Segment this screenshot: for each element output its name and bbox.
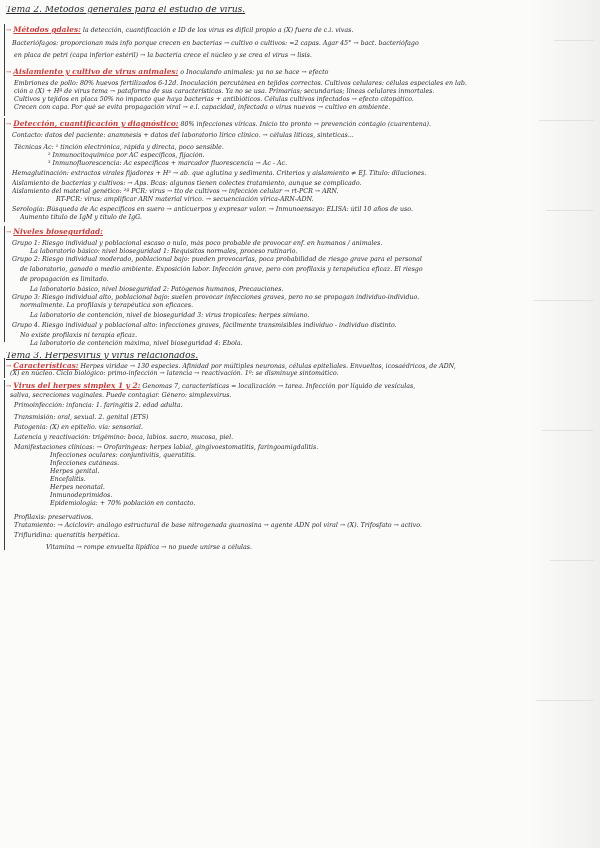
note-line xyxy=(46,544,590,552)
note-line xyxy=(12,170,590,178)
note-line xyxy=(14,88,590,96)
arrow-icon: → xyxy=(6,363,14,370)
note-text: (X) en núcleo. Ciclo biológico: primo-infección → latencia → reactivación. 1º: se disminuye sintomático. xyxy=(10,370,339,377)
note-text: Trifluridina: queratitis herpética. xyxy=(14,532,120,539)
note-text: Inmunodeprimidos. xyxy=(50,492,113,499)
note-line xyxy=(20,276,590,284)
note-line xyxy=(20,266,590,274)
topic-text: Genomas 7, características = localización → tarea. Infección por líquido de vesículas, xyxy=(140,383,416,390)
note-text: Herpes neonatal. xyxy=(50,484,105,491)
topic-heading: Detección, cuantificación y diagnóstico: xyxy=(13,120,179,128)
note-line xyxy=(30,312,590,320)
note-line xyxy=(10,370,590,378)
note-text: Hemaglutinación: extractos virales fijadores + H³ → ab. que aglutina y sedimenta. Criterios y aislamiento ≠ EJ. Título: diluciones. xyxy=(12,170,427,177)
note-text: saliva, secreciones vaginales. Puede contagiar. Género: simplexvirus. xyxy=(10,392,232,399)
topic-heading: Virus del herpes simplex 1 y 2: xyxy=(13,382,141,390)
topic-heading: Aislamiento y cultivo de virus animales: xyxy=(13,68,179,76)
note-text: ción a (X) + Hª de virus tema → pataforma de sus características. Ya no se usa. Primarias; secundarias; líneas celulares inmortales. xyxy=(14,88,435,95)
note-line xyxy=(6,228,590,237)
section-title: Tema 2. Métodos generales para el estudio de virus. xyxy=(6,6,246,15)
arrow-icon: → xyxy=(6,27,14,34)
note-text: La laboratorio básico, nivel bioseguridad 2: Patógenos humanos, Precauciones. xyxy=(30,286,284,293)
note-line xyxy=(48,160,590,168)
topic-text: o Inoculando animales: ya no se hace → efecto xyxy=(178,69,329,76)
note-text: Contacto: datos del paciente: anamnesis + datos del laboratorio lírico clínico. → células líticas, sinteticas... xyxy=(12,132,354,139)
note-text: Profilaxis: preservativos. xyxy=(14,514,94,521)
note-text: ² Inmunocitoquímica por AC específicos, fijación. xyxy=(48,152,205,159)
note-line xyxy=(14,514,590,522)
note-text: Infecciones oculares: conjuntivitis, queratitis. xyxy=(50,452,196,459)
note-text: Primoinfección: infancia: 1. faringitis 2. edad adulta. xyxy=(14,402,183,409)
note-line xyxy=(14,96,590,104)
margin-bracket xyxy=(4,66,5,116)
note-line xyxy=(14,532,590,540)
note-line xyxy=(14,434,590,442)
note-line xyxy=(12,240,590,248)
topic-text: la detección, cuantificación e ID de los virus es difícil propio a (X) fuera de c.i. vivas. xyxy=(80,27,354,34)
note-text: Embriones de pollo: 80% huevos fertilizados 6-12d. Inoculación percutánea en tejidos correctos. Cultivos celulares: células especiales en lab. xyxy=(14,80,467,87)
note-line xyxy=(20,332,590,340)
note-line xyxy=(50,484,590,492)
note-text: Grupo 4. Riesgo individual y poblacional alto: infecciones graves, fácilmente transmisibles individuo - individuo distinto. xyxy=(12,322,397,329)
note-line xyxy=(50,460,590,468)
note-text: Latencia y reactivación: trigémino: boca, labios. sacro, mucosa, piel. xyxy=(14,434,234,441)
note-line xyxy=(30,248,590,256)
note-line xyxy=(50,468,590,476)
note-line xyxy=(6,120,590,129)
note-text: Manifestaciones clínicas: → Orofaríngeas: herpes labial, gingivoestomatitis, faringoamigdalitis. xyxy=(14,444,319,451)
note-text: La laboratorio básico: nivel bioseguridad 1: Requisitos normales, proceso rutinario. xyxy=(30,248,298,255)
arrow-icon: → xyxy=(6,383,14,390)
note-line xyxy=(12,188,590,196)
section-title: Tema 3. Herpesvirus y virus relacionados. xyxy=(6,352,199,361)
note-text: Aumento título de IgM y título de IgG. xyxy=(20,214,142,221)
margin-bracket xyxy=(4,226,5,342)
note-line xyxy=(14,402,590,410)
note-text: Aislamiento del material genético: ²ª PCR: virus → tto de cultivos → infección celular → rt-PCR → ARN. xyxy=(12,188,339,195)
note-text: de propagación es limitado. xyxy=(20,276,109,283)
note-text: Grupo 2: Riesgo individual moderado, poblacional bajo: pueden provocarlas, poca probabilidad de riesgo grave para el personal xyxy=(12,256,422,263)
note-line xyxy=(6,352,590,361)
note-text: Herpes genital. xyxy=(50,468,100,475)
note-line xyxy=(12,256,590,264)
note-text: Transmisión: oral, sexual. 2. genital (ETS) xyxy=(14,414,149,421)
note-text: ³ Inmunofluorescencia: Ac específicos + marcador fluorescencia → Ac - Ac. xyxy=(48,160,288,167)
arrow-icon: → xyxy=(6,121,14,128)
note-text: Bacteriófagos: proporcionan más info porque crecen en bacterias → cultivo o cultivos: ≈2 capas. Agar 45° → bact. bacteriófago xyxy=(12,40,419,47)
note-text: normalmente. La profilaxis y terapéutica son eficaces. xyxy=(20,302,194,309)
arrow-icon: → xyxy=(6,229,14,236)
note-line xyxy=(50,452,590,460)
note-text: No existe profilaxis ni terapia eficaz. xyxy=(20,332,138,339)
note-line xyxy=(12,180,590,188)
note-line xyxy=(10,392,590,400)
note-line xyxy=(20,214,590,222)
note-line xyxy=(6,6,590,15)
note-line xyxy=(6,26,590,35)
note-text: Aislamiento de bacterias y cultivos: → Aps. Bcas: algunos tienen colectes tratamiento, aunque se complicado. xyxy=(12,180,362,187)
note-line xyxy=(14,444,590,452)
note-text: Grupo 1: Riesgo individual y poblacional escaso o nulo, más poco probable de provocar enf. en humanos / animales. xyxy=(12,240,383,247)
note-text: Crecen con capa. Por qué se evita propagación viral → e.l. capacidad, infectada o virus nuevos → cultivo en ambiente. xyxy=(14,104,391,111)
arrow-icon: → xyxy=(6,69,14,76)
note-line xyxy=(12,294,590,302)
note-text: Encefalitis. xyxy=(50,476,86,483)
note-text: RT-PCR: virus: amplificar ARN material vírico. → secuenciación vírica-ARN-ADN. xyxy=(56,196,314,203)
note-line xyxy=(48,152,590,160)
topic-text: Herpes viridae → 130 especies. Afinidad por múltiples neuronas, células epiteliales. Envueltos, icosaédricos, de ADN, xyxy=(78,363,456,370)
note-line xyxy=(14,414,590,422)
note-line xyxy=(6,68,590,77)
note-line xyxy=(14,144,590,152)
topic-heading: Características: xyxy=(13,362,79,370)
note-line xyxy=(14,424,590,432)
margin-bracket xyxy=(4,118,5,222)
note-line xyxy=(50,476,590,484)
note-text: La laboratorio de contención, nivel de bioseguridad 3: virus tropicales: herpes simiano. xyxy=(30,312,310,319)
topic-text: 80% infecciones víricas. Inicio tto pronto → prevención contagio (cuarentena). xyxy=(178,121,431,128)
topic-heading: Métodos gdales: xyxy=(13,26,81,34)
note-line xyxy=(50,500,590,508)
note-line xyxy=(12,40,590,48)
note-text: Serología: Búsqueda de Ac específicos en suero → anticuerpos y expresar valor. → Inmunoensayo: ELISA: útil 10 años de uso. xyxy=(12,206,413,213)
note-text: de laboratorio, ganado o medio ambiente. Exposición labor. Infección grave, pero con profilaxis y terapéutica eficaz. El riesgo xyxy=(20,266,423,273)
note-line xyxy=(50,492,590,500)
note-text: Vitamina → rompe envuelta lipídica → no puede unirse a células. xyxy=(46,544,253,551)
note-line xyxy=(20,302,590,310)
topic-heading: Niveles bioseguridad: xyxy=(13,228,103,236)
note-line xyxy=(12,132,590,140)
note-text: Patogenia: (X) en epitelio. vía: sensorial. xyxy=(14,424,143,431)
note-text: Infecciones cutáneas. xyxy=(50,460,120,467)
note-line xyxy=(6,382,590,391)
note-line xyxy=(30,340,590,348)
margin-bracket xyxy=(4,380,5,550)
note-line xyxy=(30,286,590,294)
note-line xyxy=(56,196,590,204)
note-text: La laboratorio de contención máxima, nivel bioseguridad 4: Ébola. xyxy=(30,340,243,347)
note-text: Técnicas Ac: ¹ tinción electrónica, rápida y directa, poco sensible. xyxy=(14,144,224,151)
note-line xyxy=(14,80,590,88)
note-text: Grupo 3: Riesgo individual alto, poblacional bajo: suelen provocar infecciones graves, pero no se propagan individuo-individuo. xyxy=(12,294,420,301)
note-text: Cultivos y tejidos en placa 50% no impacto que haya bacterias + antibióticos. Células cultivos infectados → efecto citopático. xyxy=(14,96,414,103)
note-line xyxy=(14,52,590,60)
note-line xyxy=(14,522,590,530)
note-line xyxy=(12,322,590,330)
margin-bracket xyxy=(4,358,5,378)
note-text: Epidemiología: + 70% población en contacto. xyxy=(50,500,196,507)
note-line xyxy=(12,206,590,214)
note-text: en placa de petri (capa inferior estéril) → la bacteria crece el núcleo y se crea el virus → lisis. xyxy=(14,52,312,59)
note-text: Tratamiento: → Aciclovir: análogo estructural de base nitrogenada guanosina → agente ADN pol viral → (X). Trifosfato → activo. xyxy=(14,522,422,529)
note-line xyxy=(14,104,590,112)
